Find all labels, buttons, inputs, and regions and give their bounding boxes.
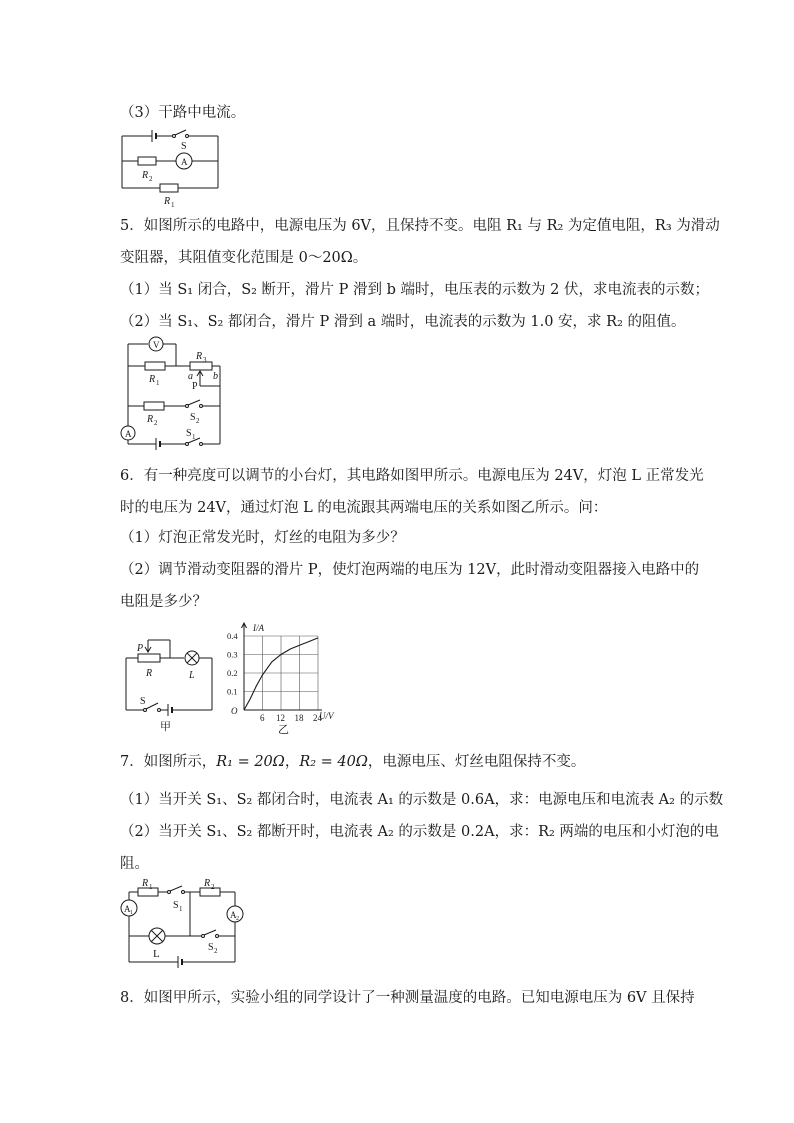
q6-lamp-label: L: [189, 670, 195, 681]
q7-condition: ，电源电压、灯丝电阻保持不变。: [367, 754, 586, 770]
q5-a-end-label: a: [188, 371, 193, 382]
q5-line1: 5．如图所示的电路中，电源电压为 6V，且保持不变。电阻 R₁ 与 R₂ 为定值电阻，R₃ 为滑动: [120, 218, 720, 234]
q5-r1-label: R: [149, 374, 156, 385]
chart-caption: 乙: [278, 724, 289, 736]
chart-ylabel: I/A: [253, 623, 264, 633]
q7-r1-equation: R₁ = 20Ω: [216, 754, 285, 770]
q7-a1-label: A: [124, 904, 131, 914]
q7-r2-equation: R₂ = 40Ω: [299, 754, 368, 770]
q4-ammeter-label: A: [181, 157, 188, 167]
q7-r1-label: R: [142, 878, 149, 889]
q7-s2-sub: 2: [214, 947, 218, 955]
q6-switch-label: S: [140, 696, 146, 707]
q7-a2-label: A: [230, 910, 237, 920]
q5-s2-label: S: [190, 412, 196, 423]
q7-s2-label: S: [208, 942, 214, 953]
q7-lamp-label: L: [153, 948, 160, 960]
q5-r2-sub: 2: [154, 419, 158, 427]
q7-s1-sub: 1: [179, 905, 183, 913]
q4-circuit-diagram: [118, 128, 228, 208]
q5-part2: （2）当 S₁、S₂ 都闭合，滑片 P 滑到 a 端时，电流表的示数为 1.0 安，求 R₂ 的阻值。: [120, 314, 686, 330]
q6-line1: 6．有一种亮度可以调节的小台灯，其电路如图甲所示。电源电压为 24V，灯泡 L 正常发光: [120, 468, 704, 484]
q7-r1-sub: 1: [149, 883, 153, 891]
q5-s1-label: S: [186, 428, 192, 439]
q4-r2-label: R: [142, 170, 149, 181]
q7-a2-sub: 2: [236, 916, 239, 922]
x-tick-label: 24: [313, 713, 322, 723]
q5-line2: 变阻器，其阻值变化范围是 0～20Ω。: [120, 250, 368, 266]
q6-fig-jia-caption: 甲: [160, 721, 171, 733]
chart-grid: [244, 636, 318, 710]
q5-r1-sub: 1: [156, 379, 160, 387]
q8-line1: 8．如图甲所示，实验小组的同学设计了一种测量温度的电路。已知电源电压为 6V 且保持: [120, 990, 695, 1006]
q6-part1: （1）灯泡正常发光时，灯丝的电阻为多少？: [120, 530, 405, 546]
q6-part2a: （2）调节滑动变阻器的滑片 P，使灯泡两端的电压为 12V，此时滑动变阻器接入电路中的: [120, 562, 700, 578]
q4-part3-text: （3）干路中电流。: [120, 105, 246, 121]
q7-part2a: （2）当开关 S₁、S₂ 都断开时，电流表 A₂ 的示数是 0.2A，求：R₂ 两端的电压和小灯泡的电: [120, 824, 719, 840]
q4-r1-sub: 1: [171, 201, 175, 208]
q5-voltmeter-label: V: [153, 340, 160, 350]
q5-r2-label: R: [147, 414, 154, 425]
y-tick-label: 0.3: [227, 649, 238, 660]
q6-r-label: R: [146, 668, 153, 679]
q6-circuit-jia: [118, 624, 218, 736]
q7-line1: [120, 752, 585, 772]
q7-intro: 7．如图所示，: [120, 754, 217, 770]
q7-r2-label: R: [204, 878, 211, 889]
q4-r2-sub: 2: [149, 175, 153, 183]
q4-switch-label: S: [181, 141, 187, 152]
q5-r3-sub: 3: [203, 356, 207, 364]
q5-ammeter-label: A: [125, 429, 132, 439]
q7-circuit-diagram: [116, 878, 250, 974]
q6-slider-p-label: P: [137, 643, 144, 654]
q5-slider-p-label: P: [192, 381, 198, 392]
y-tick-label: 0.1: [227, 686, 238, 697]
y-tick-label: 0.4: [227, 631, 238, 641]
q7-a1-sub: 1: [130, 910, 133, 916]
x-tick-label: 12: [276, 713, 285, 723]
q6-iu-chart: [226, 618, 344, 738]
q5-s2-sub: 2: [196, 417, 200, 425]
q7-r2-sub: 2: [211, 883, 215, 891]
q7-part2b: 阻。: [120, 856, 149, 872]
q4-r1-label: R: [164, 196, 171, 207]
chart-xlabel: U/V: [319, 711, 334, 721]
q6-line2: 时的电压为 24V，通过灯泡 L 的电流跟其两端电压的关系如图乙所示。问：: [120, 500, 608, 516]
y-tick-label: 0.2: [227, 668, 238, 678]
q7-separator: ，: [284, 754, 300, 770]
q7-part1: （1）当开关 S₁、S₂ 都闭合时，电流表 A₁ 的示数是 0.6A，求：电源电压和电流表 A₂ 的示数: [120, 792, 724, 808]
q5-circuit-diagram: [116, 334, 232, 456]
q5-part1: （1）当 S₁ 闭合，S₂ 断开，滑片 P 滑到 b 端时，电压表的示数为 2 伏，求电流表的示数；: [120, 282, 709, 298]
q5-s1-sub: 1: [192, 433, 196, 441]
q5-r3-label: R: [196, 351, 203, 362]
q7-s1-label: S: [173, 900, 179, 911]
chart-origin-label: O: [231, 706, 238, 716]
x-tick-label: 6: [260, 713, 265, 723]
x-tick-label: 18: [294, 713, 304, 723]
q6-part2b: 电阻是多少？: [120, 594, 207, 610]
q5-b-end-label: b: [213, 371, 218, 382]
